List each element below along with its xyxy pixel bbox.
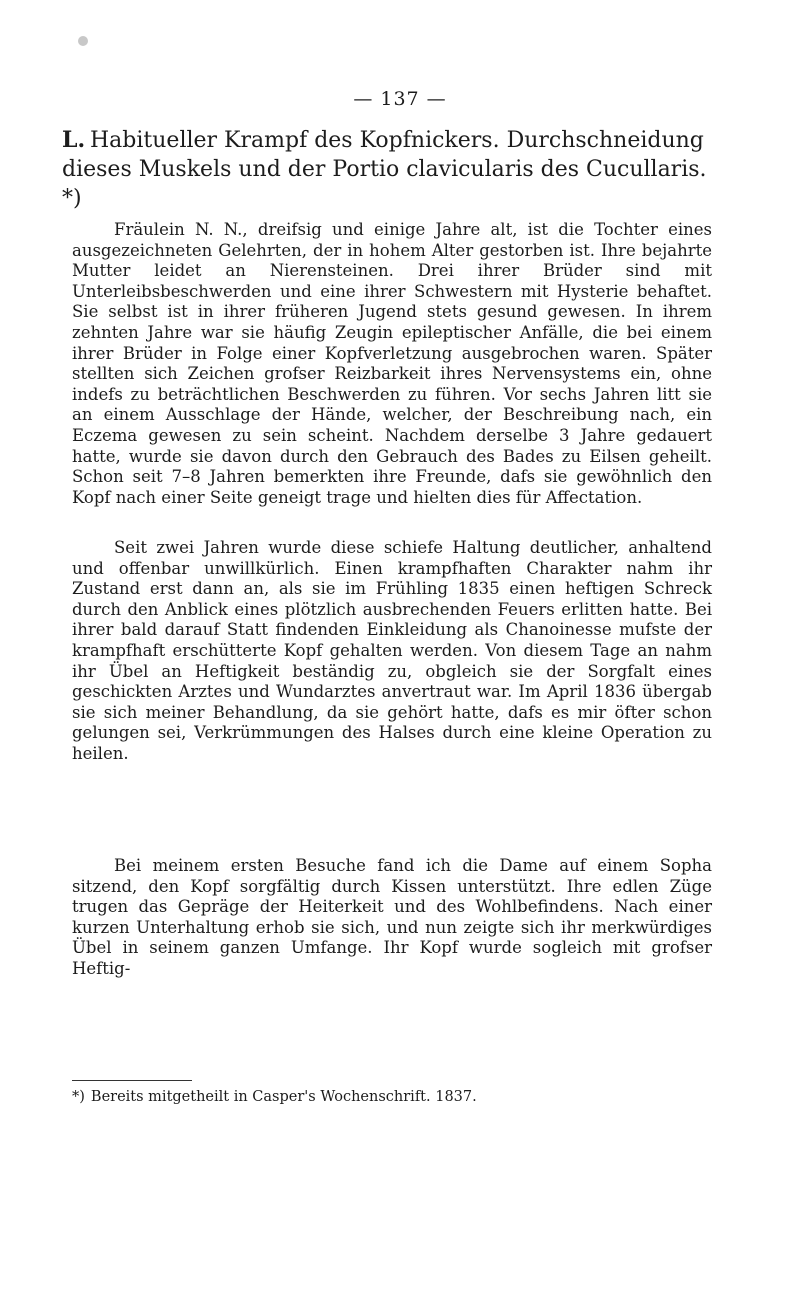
page-number: — 137 — [353, 88, 447, 110]
section-letter: L. [62, 127, 86, 153]
footnote-mark: *) [72, 1089, 85, 1105]
paragraph-symptom-onset [72, 538, 712, 765]
footnote [72, 1088, 712, 1106]
paragraph-first-visit [72, 856, 712, 980]
paper-stain [78, 36, 88, 46]
paragraph-family-history [72, 220, 712, 508]
section-heading [62, 126, 712, 213]
paragraph-text: Fräulein N. N., dreifsig und einige Jahre alt, ist die Tochter eines ausgezeichneten Gelehrten, der in hohem Alter gestorben ist. Ihre bejahrte Mutter leidet an Nierensteinen. Drei ihrer Brüder sind mit Unterleibsbeschwerden und eine ihrer Schwestern mit Hysterie behaftet. Sie selbst ist in ihrer früheren Jugend stets gesund gewesen. In ihrem zehnten Jahre war sie häufig Zeugin epileptischer Anfälle, die bei einem ihrer Brüder in Folge einer Kopfverletzung ausgebrochen waren. Später stellten sich Zeichen grofser Reizbarkeit ihres Nervensystems ein, ohne indefs zu beträchtlichen Beschwerden zu führen. Vor sechs Jahren litt sie an einem Ausschlage der Hände, welcher, der Beschreibung nach, ein Eczema gewesen zu sein scheint. Nachdem derselbe 3 Jahre gedauert hatte, wurde sie davon durch den Gebrauch des Bades zu Eilsen geheilt. Schon seit 7–8 Jahren bemerkten ihre Freunde, dafs sie gewöhnlich den Kopf nach einer Seite geneigt trage und hielten dies für Affectation. [72, 220, 712, 507]
footnote-text: Bereits mitgetheilt in Casper's Wochenschrift. 1837. [90, 1089, 477, 1105]
section-title: Habitueller Krampf des Kopfnickers. Durchschneidung dieses Muskels und der Portio clavicularis des Cucullaris. *) [62, 128, 707, 211]
paragraph-text: Bei meinem ersten Besuche fand ich die Dame auf einem Sopha sitzend, den Kopf sorgfältig durch Kissen unterstützt. Ihre edlen Züge trugen das Gepräge der Heiterkeit und des Wohlbefindens. Nach einer kurzen Unterhaltung erhob sie sich, und nun zeigte sich ihr merkwürdiges Übel in seinem ganzen Umfange. Ihr Kopf wurde sogleich mit grofser Heftig- [72, 856, 712, 978]
paragraph-text: Seit zwei Jahren wurde diese schiefe Haltung deutlicher, anhaltend und offenbar unwillkürlich. Einen krampfhaften Charakter nahm ihr Zustand erst dann an, als sie im Frühling 1835 einen heftigen Schreck durch den Anblick eines plötzlich ausbrechenden Feuers erlitten hatte. Bei ihrer bald darauf Statt findenden Einkleidung als Chanoinesse mufste der krampfhaft erschütterte Kopf gehalten werden. Von diesem Tage an nahm ihr Übel an Heftigkeit beständig zu, obgleich sie der Sorgfalt eines geschickten Arztes und Wundarztes anvertraut war. Im April 1836 übergab sie sich meiner Behandlung, da sie gehört hatte, dafs es mir öfter schon gelungen sei, Verkrümmungen des Halses durch eine kleine Operation zu heilen. [72, 538, 712, 763]
footnote-divider [72, 1080, 192, 1081]
